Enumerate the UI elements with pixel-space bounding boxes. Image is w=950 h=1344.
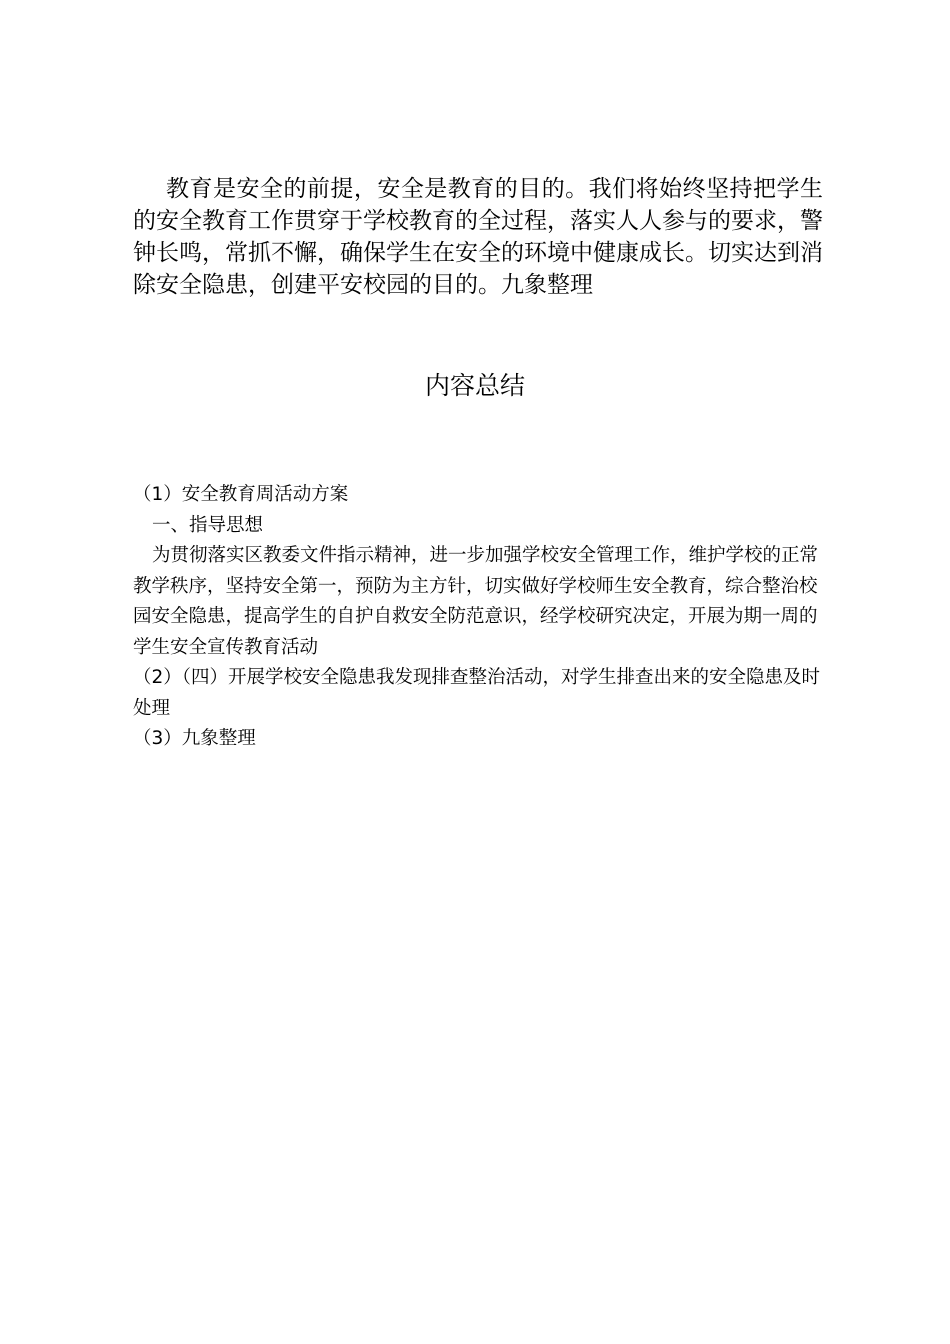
guiding-thought-heading: 一、指导思想	[152, 514, 264, 536]
guiding-thought-body: 为贯彻落实区教委文件指示精神，进一步加强学校安全管理工作，维护学校的正常教学秩序，坚持安全第一，预防为主方针，切实做好学校师生安全教育，综合整治校园安全隐患，提高学生的自护自救安全防范意识，经学校研究决定，开展为期一周的学生安全宣传教育活动	[133, 545, 819, 658]
summary-section	[133, 480, 828, 755]
intro-paragraph: 教育是安全的前提，安全是教育的目的。我们将始终坚持把学生的安全教育工作贯穿于学校教育的全过程，落实人人参与的要求，警钟长鸣，常抓不懈，确保学生在安全的环境中健康成长。切实达到消除安全隐患，创建平安校园的目的。九象整理	[133, 176, 823, 298]
summary-item-2: （2）（四）开展学校安全隐患我发现排查整治活动，对学生排查出来的安全隐患及时处理	[133, 667, 821, 719]
summary-item-1: （1）安全教育周活动方案	[133, 484, 349, 505]
summary-item-3: （3）九象整理	[133, 728, 256, 749]
summary-title: 内容总结	[424, 371, 525, 400]
